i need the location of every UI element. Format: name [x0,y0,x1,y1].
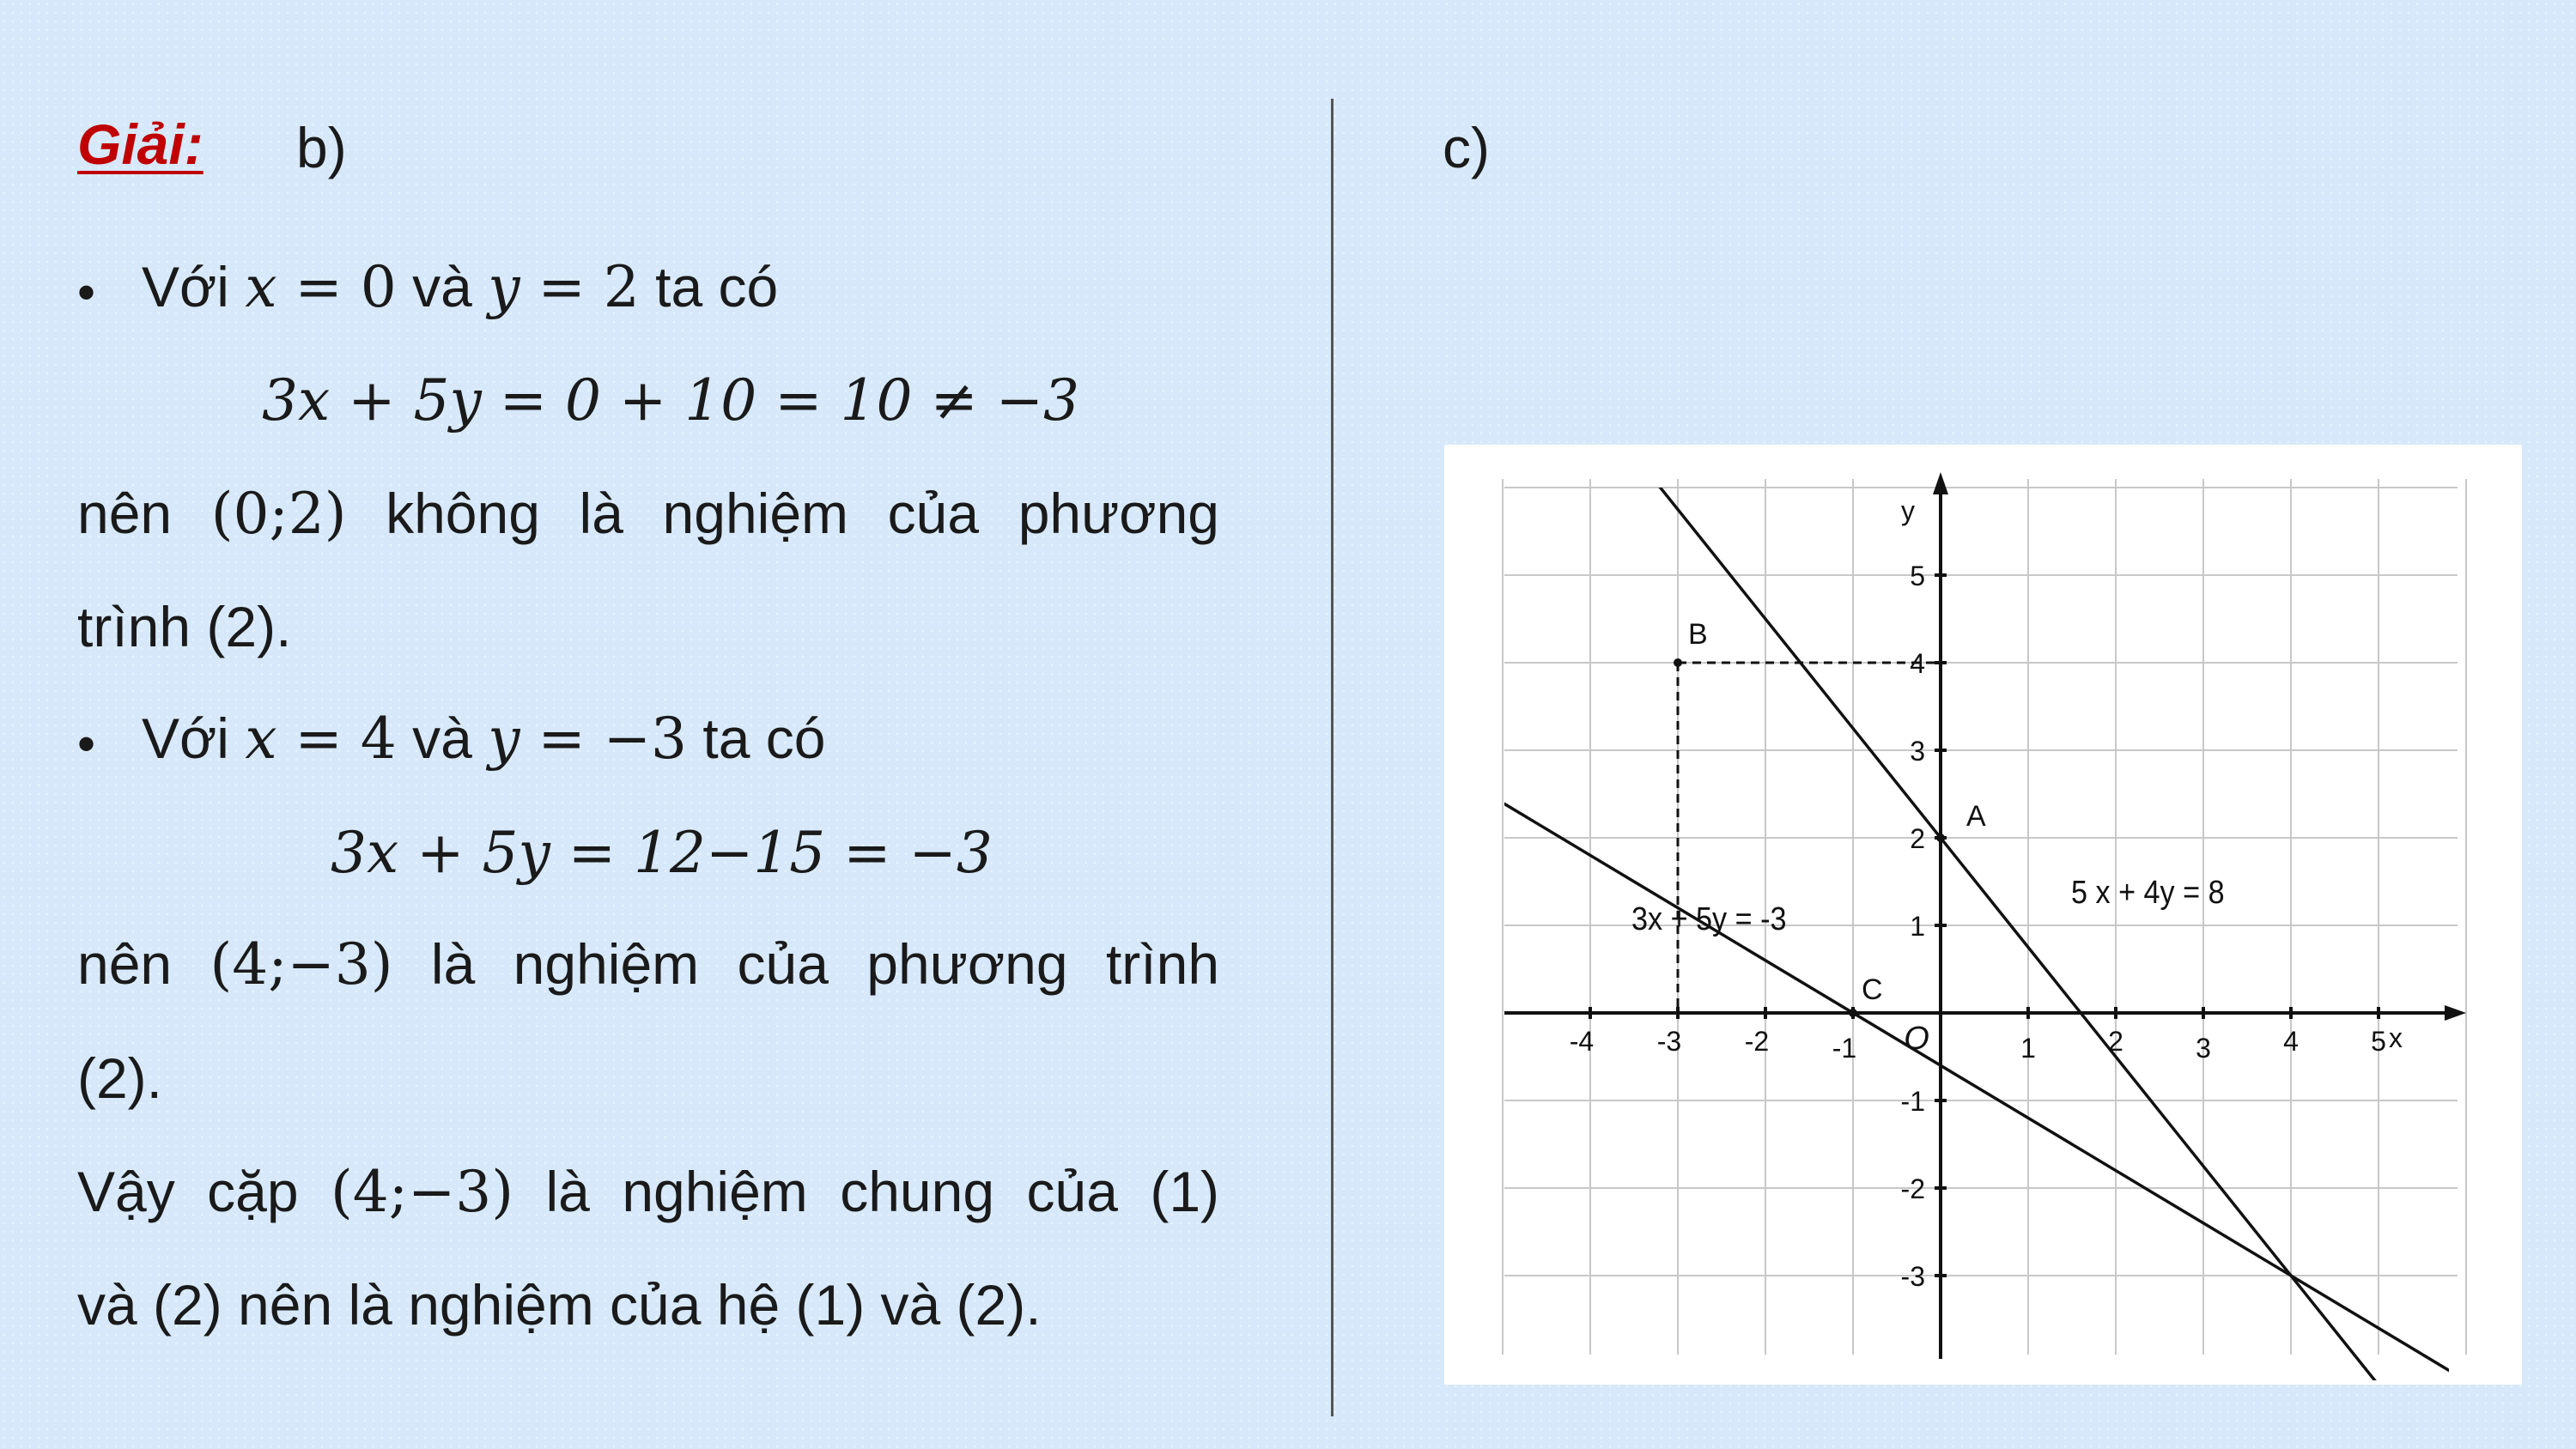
giai-heading: Giải: [77,112,204,176]
graph-figure [1444,445,2522,1385]
equation-lines [1444,445,2522,1385]
l1-suffix: ta có [639,255,779,318]
coordinate-graph [1444,445,2522,1385]
part-c-label: c) [1443,116,1490,179]
x-tick-label: -2 [1744,1026,1770,1057]
part-b-label: b) [296,116,347,179]
y-tick-label: -2 [1900,1173,1925,1204]
x-tick-label: -3 [1656,1026,1682,1057]
x-tick-label: 2 [2108,1026,2123,1057]
l9-d: là [545,1160,590,1223]
line-1 [142,254,778,320]
x-tick-label: 3 [2196,1033,2211,1064]
l5-and: và [396,706,489,770]
y-tick-label: -3 [1900,1261,1925,1292]
l5-math-y [488,706,687,772]
l5-x: x [245,706,277,772]
y-tick-label: 5 [1910,561,1925,591]
l7-c: là [430,932,476,996]
l5-eq2: = −3 [519,706,688,772]
column-divider [1331,99,1334,1416]
l1-eq1: = 0 [276,254,397,320]
l5-y: y [488,706,520,772]
line-6-equation: 3x + 5y = 12−15 = −3 [331,820,993,886]
line-8: (2). [77,1046,162,1110]
x-tick-label: 1 [2020,1033,2036,1064]
l7-g: trình [1105,932,1220,996]
l9-b: cặp [207,1160,299,1223]
x-tick-label: 5 [2371,1026,2386,1057]
bullet-1: • [77,264,96,321]
y-tick-label: 1 [1910,911,1925,942]
y-tick-label: 2 [1910,823,1925,854]
l3-a: nên [77,482,173,545]
x-tick-label: -1 [1832,1033,1857,1064]
l9-c: (4;−3) [331,1159,514,1225]
y-tick-label: 4 [1910,648,1925,679]
x-axis-label: x [2389,1022,2403,1053]
l5-eq1: = 4 [276,706,397,772]
line-9 [77,1159,1219,1225]
l7-a: nên [77,932,173,996]
x-axis-arrow [2445,1005,2466,1021]
l3-d: là [579,482,623,545]
l5-math-x [245,706,397,772]
point-c-label: C [1862,973,1883,1006]
l9-h: (1) [1150,1160,1220,1223]
line-3 [77,481,1219,547]
l9-a: Vậy [77,1160,175,1223]
l7-d: nghiệm [513,932,700,996]
l1-math-x [245,254,397,320]
l3-f: của [887,482,980,545]
x-tick-label: -4 [1569,1026,1595,1057]
l1-x: x [245,254,277,320]
point-b-label: B [1688,618,1708,651]
l1-y: y [488,254,520,320]
line-2-equation: 3x + 5y = 0 + 10 = 10 ≠ −3 [262,367,1080,433]
l1-prefix: Với [142,255,229,318]
y-tick-label: 3 [1910,736,1925,767]
l5-suffix: ta có [687,706,826,770]
point-a-label: A [1966,800,1986,833]
l9-e: nghiệm [622,1160,808,1223]
y-axis-arrow [1933,472,1948,494]
point-c-dot [1849,1009,1857,1017]
l3-b: (0;2) [210,481,347,547]
point-a-dot [1936,834,1945,842]
line-2-label: 3x + 5y = -3 [1631,900,1787,937]
l3-c: không [386,482,540,545]
line-1-label: 5 x + 4y = 8 [2071,873,2225,911]
l7-b: (4;−3) [210,931,393,997]
line-4: trình (2). [77,595,292,658]
l1-and: và [396,255,489,318]
equation-line-1 [1444,445,2522,1385]
l7-e: của [737,932,829,996]
line-7 [77,931,1219,997]
l1-eq2: = 2 [519,254,640,320]
l9-g: của [1026,1160,1118,1223]
l7-f: phương [866,932,1068,996]
x-tick-label: 4 [2283,1026,2299,1057]
line-10: và (2) nên là nghiệm của hệ (1) và (2). [77,1273,1042,1337]
line-5 [142,706,826,772]
bullet-2: • [77,715,96,773]
l5-prefix: Với [142,706,229,770]
l9-f: chung [840,1160,995,1223]
point-b-dot [1674,658,1682,667]
l1-math-y [488,254,640,320]
l3-g: phương [1018,482,1219,545]
equation-line-2 [1444,750,2522,1385]
origin-label: O [1904,1021,1929,1057]
y-tick-label: -1 [1900,1086,1925,1117]
y-axis-label: y [1901,495,1915,526]
l3-e: nghiệm [662,482,849,545]
